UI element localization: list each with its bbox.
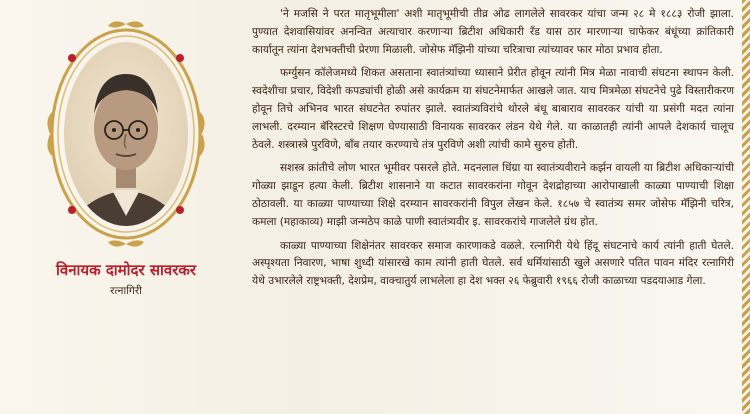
biography-text <box>252 6 734 297</box>
paragraph-mitra-mela: फर्ग्युसन कॉलेजमध्ये शिकत असताना स्वातंत्र्यांच्या ध्यासाने प्रेरीत होवून त्यांनी मित्र मेळा नावाची संघटना स्थापन केली. स्वदेशीचा प्रचार, विदेशी कपड्यांची होळी असे कार्यक्रम या संघटनेमार्फत आखले जात. याच मित्रमेळा संघटनेचे पुढे विस्तारीकरण होवून तिचे अभिनव भारत संघटनेत रुपांतर झाले. स्वातंत्र्यविरांचे थोरले बंधू बाबाराव सावरकर यांची या प्रसंगी मदत त्यांना लाभली. दरम्यान बॅरिस्टरचे शिक्षण घेण्यासाठी विनायक सावरकर लंडन येथे गेले. या काळातही त्यांनी आपले देशकार्य चालूच ठेवले. शस्त्रास्त्रे पुरविणे, बाँब तयार करण्याचे तंत्र पुरविणे अशी त्यांची कामे सुरुच होती. <box>252 67 734 151</box>
portrait-frame <box>42 18 210 250</box>
person-place: रत्नागिरी <box>110 285 142 297</box>
paragraph-armed-revolution: सशस्त्र क्रांतीचे लोण भारत भूमीवर पसरले होते. मदनलाल धिंग्रा या स्वातंत्र्यवीराने कर्झन वायली या ब्रिटीश अधिकाऱ्यांची गोळ्या झाडून हत्या केली. ब्रिटीश शासनाने या कटात सावरकरांना गोवून देशद्रोहाच्या आरोपाखाली काळ्या पाण्याची शिक्षा ठोठावली. या काळ्या पाण्याच्या शिक्षे दरम्यान सावरकरांनी विपुल लेखन केले. १८५७ चे स्वातंत्र्य समर जोसेफ मॅझिनी चरित्र, कमला (महाकाव्य) माझी जन्मठेप काळे पाणी स्वातंत्र्यवीर इ. सावरकरांचे गाजलेले ग्रंथ होत. <box>252 162 734 228</box>
portrait-figure-icon <box>42 18 210 250</box>
person-name: विनायक दामोदर सावरकर <box>55 261 197 279</box>
paragraph-birth: 'ने मजसि ने परत मातृभूमीला' अशी मातृभूमीची तीव्र ओढ लागलेले सावरकर यांचा जन्म २८ मे १८८३ रोजी झाला. पुण्यात देशवासियांवर अनन्वित अत्याचार करणाऱ्या ब्रिटीश अधिकारी रँड यास ठार मारणाऱ्या चाफेकर बंधूंच्या क्रांतिकारी कार्यातून त्यांना देशभक्तीची प्रेरणा मिळाली. जोसेफ मॅझिनी यांच्या चरित्राचा त्यांच्यावर फार मोठा प्रभाव होता. <box>252 8 734 56</box>
paragraph-social-work: काळ्या पाण्याच्या शिक्षेनंतर सावरकर समाज कारणाकडे वळले. रत्नागिरी येथे हिंदू संघटनाचे कार्य त्यांनी हाती घेतले. अस्पृश्यता निवारण, भाषा शुध्दी यांसारखे काम त्यांनी हाती घेतले. सर्व धर्मियांसाठी खुले असणारे पतित पावन मंदिर रत्नागिरी येथे उभारलेले राष्ट्रभक्ती, देशप्रेम, वाक्चातुर्य लाभलेला हा देश भक्त २६ फेब्रुवारी १९६६ रोजी काळाच्या पडदयाआड गेला. <box>252 239 734 288</box>
decorative-edge-stripe <box>742 0 750 414</box>
